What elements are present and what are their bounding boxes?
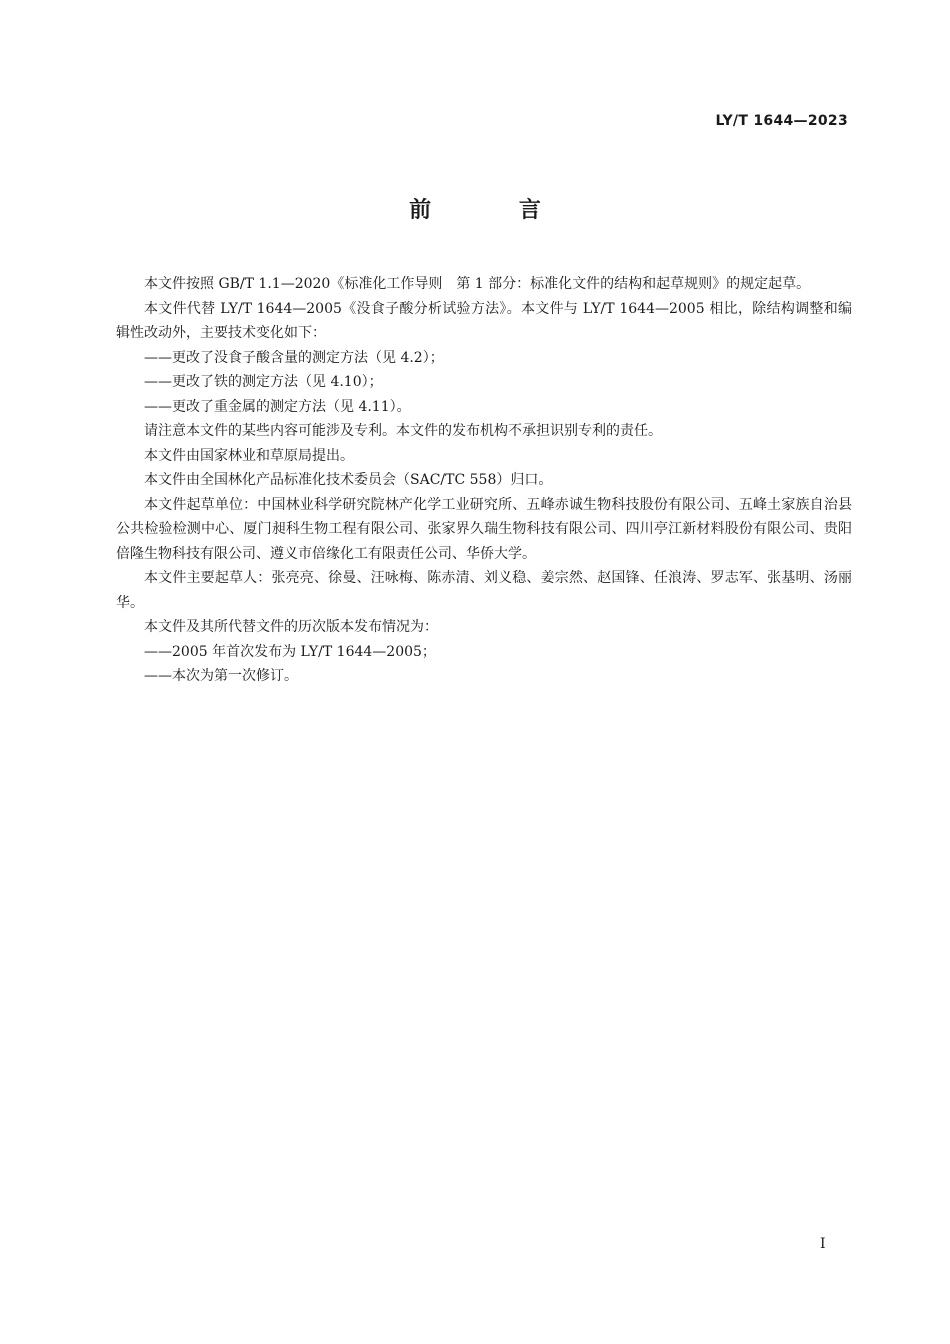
change-item-gallic-acid: ——更改了没食子酸含量的测定方法（见 4.2）； (144, 349, 444, 366)
paragraph-centralized-by: 本文件由全国林化产品标准化技术委员会（SAC/TC 558）归口。 (144, 472, 553, 488)
history-item-2005: ——2005 年首次发布为 LY/T 1644—2005； (144, 643, 436, 660)
change-item-heavy-metals: ——更改了重金属的测定方法（见 4.11）。 (144, 398, 411, 415)
paragraph-version-history: 本文件及其所代替文件的历次版本发布情况为： (144, 619, 438, 635)
paragraph-patent-notice: 请注意本文件的某些内容可能涉及专利。本文件的发布机构不承担识别专利的责任。 (144, 423, 662, 439)
foreword-body (116, 272, 852, 689)
page-number: I (820, 1236, 826, 1252)
paragraph-drafters: 本文件主要起草人：张亮亮、徐曼、汪咏梅、陈赤清、刘义稳、姜宗然、赵国锋、任浪涛、罗志军、张基明、汤丽华。 (116, 570, 852, 611)
paragraph-proposed-by: 本文件由国家林业和草原局提出。 (144, 447, 354, 464)
paragraph-drafting-units: 本文件起草单位：中国林业科学研究院林产化学工业研究所、五峰赤诚生物科技股份有限公司、五峰土家族自治县公共检验检测中心、厦门昶科生物工程有限公司、张家界久瑞生物科技有限公司、四川亭江新材料股份有限公司、贵阳倍隆生物科技有限公司、遵义市倍缘化工有限责任公司、华侨大学。 (116, 496, 852, 562)
paragraph-drafting-rules: 本文件按照 GB/T 1.1—2020《标准化工作导则 第 1 部分：标准化文件的结构和起草规则》的规定起草。 (144, 276, 811, 292)
page-title: 前 言 (409, 198, 581, 223)
history-item-revision: ——本次为第一次修订。 (144, 668, 298, 684)
standard-code: LY/T 1644—2023 (715, 113, 848, 129)
paragraph-replacement: 本文件代替 LY/T 1644—2005《没食子酸分析试验方法》。本文件与 LY/T 1644—2005 相比，除结构调整和编辑性改动外，主要技术变化如下： (116, 300, 852, 341)
change-item-iron: ——更改了铁的测定方法（见 4.10）； (144, 374, 383, 390)
